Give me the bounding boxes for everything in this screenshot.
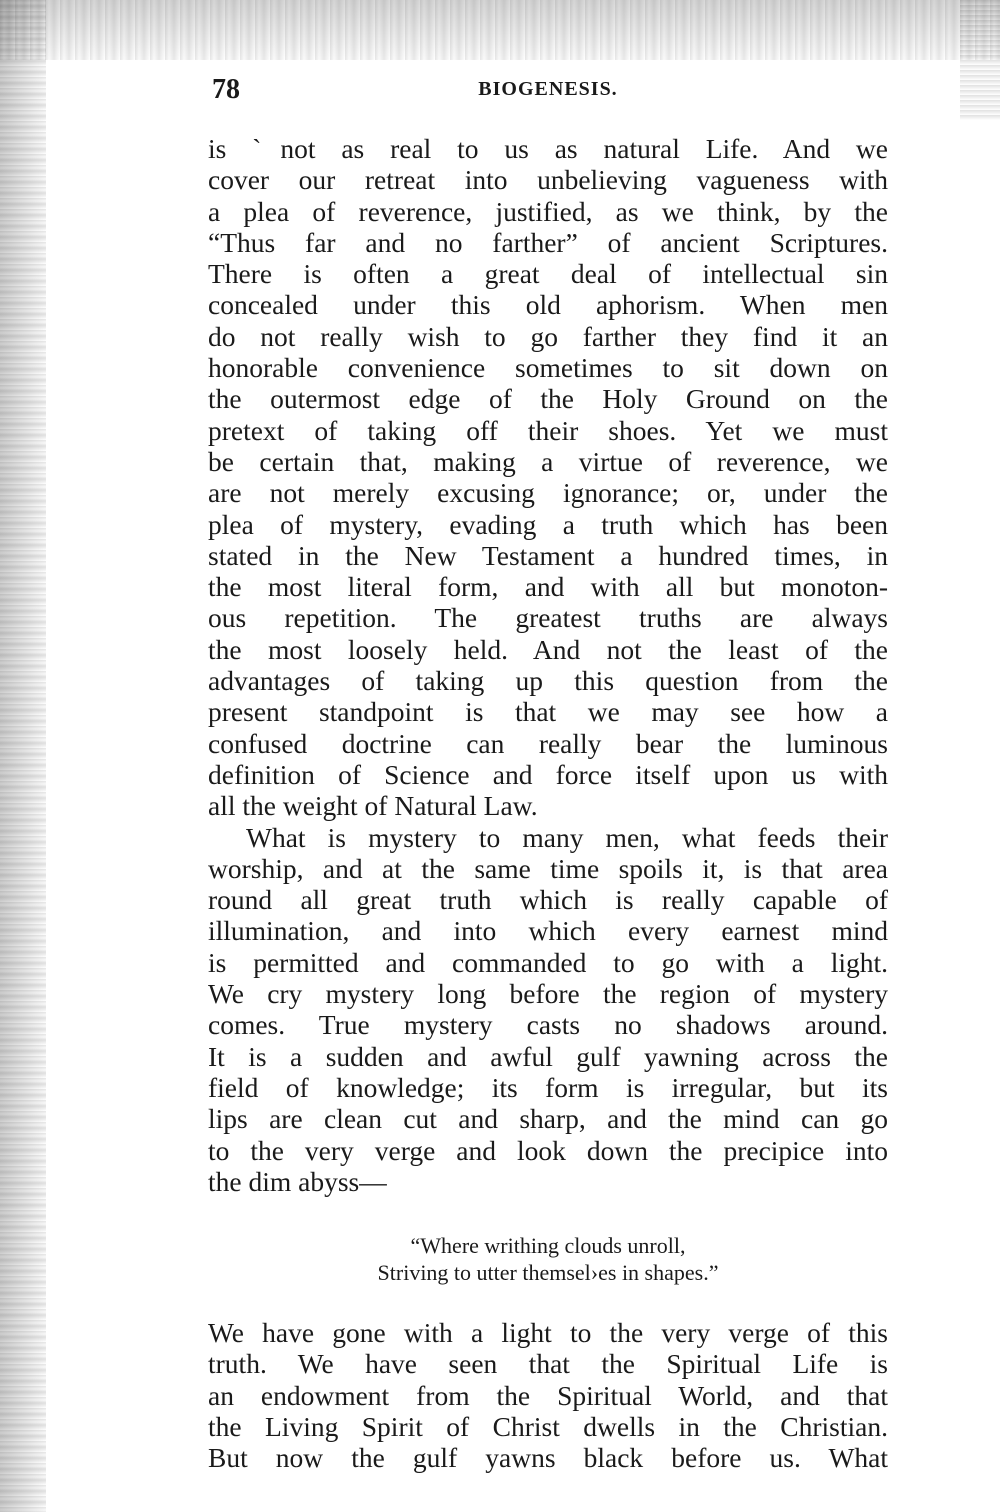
text-line: is permitted and commanded to go with a light. <box>208 946 888 978</box>
text-line: We have gone with a light to the very verge of this <box>208 1317 888 1348</box>
text-line: pretext of taking off their shoes. Yet we must <box>208 414 888 446</box>
text-line: worship, and at the same time spoils it, is that area <box>208 852 888 884</box>
text-line: cover our retreat into unbelieving vagueness with <box>208 164 888 196</box>
text-line: the Living Spirit of Christ dwells in the Christian. <box>208 1410 888 1442</box>
text-line: the outermost edge of the Holy Ground on the <box>208 383 888 415</box>
text-line: comes. True mystery casts no shadows around. <box>208 1009 888 1041</box>
text-line: truth. We have seen that the Spiritual Life is <box>208 1348 888 1380</box>
text-line: honorable convenience sometimes to sit down on <box>208 352 888 384</box>
text-line: an endowment from the Spiritual World, and that <box>208 1379 888 1411</box>
text-line: We cry mystery long before the region of mystery <box>208 978 888 1010</box>
text-line: the most literal form, and with all but monoton- <box>208 571 888 603</box>
body-text <box>208 133 888 1197</box>
quote-line: “Where writhing clouds unroll, <box>410 1233 686 1258</box>
text-line: to the very verge and look down the precipice into <box>208 1134 888 1166</box>
text-line: plea of mystery, evading a truth which has been <box>208 508 888 540</box>
text-line: a plea of reverence, justified, as we think, by the <box>208 195 888 227</box>
running-head: BIOGENESIS. <box>478 78 618 100</box>
page-number: 78 <box>212 74 240 105</box>
text-line: do not really wish to go farther they find it an <box>208 320 888 352</box>
text-line: stated in the New Testament a hundred times, in <box>208 539 888 571</box>
text-line: definition of Science and force itself upon us with <box>208 758 888 790</box>
page-header <box>208 70 888 110</box>
text-line: “Thus far and no farther” of ancient Scriptures. <box>208 226 888 258</box>
paragraph-2 <box>208 822 888 1198</box>
text-line: What is mystery to many men, what feeds their <box>246 821 888 853</box>
text-line: the dim abyss— <box>208 1165 387 1197</box>
text-line: are not merely excusing ignorance; or, under the <box>208 477 888 509</box>
quote-line: Striving to utter themsel›es in shapes.” <box>377 1260 719 1285</box>
text-line: is ˋnot as real to us as natural Life. And we <box>208 133 888 164</box>
scan-corner-right <box>960 0 1000 120</box>
scan-edge-top <box>0 0 1000 60</box>
text-line: lips are clean cut and sharp, and the mind can go <box>208 1103 888 1135</box>
text-line: be certain that, making a virtue of reverence, we <box>208 445 888 477</box>
text-line: concealed under this old aphorism. When men <box>208 289 888 321</box>
text-line: the most loosely held. And not the least of the <box>208 633 888 665</box>
text-line: There is often a great deal of intellectual sin <box>208 258 888 290</box>
text-line: all the weight of Natural Law. <box>208 790 538 822</box>
paragraph-3 <box>208 1317 888 1473</box>
text-line: field of knowledge; its form is irregular, but its <box>208 1071 888 1103</box>
paragraph-1 <box>208 133 888 822</box>
verse-quote <box>208 1232 888 1286</box>
text-line: round all great truth which is really capable of <box>208 884 888 916</box>
text-line: present standpoint is that we may see how a <box>208 696 888 728</box>
text-line: It is a sudden and awful gulf yawning across the <box>208 1040 888 1072</box>
text-line: But now the gulf yawns black before us. What <box>208 1442 888 1474</box>
text-line: illumination, and into which every earnest mind <box>208 915 888 947</box>
text-line: confused doctrine can really bear the luminous <box>208 727 888 759</box>
text-line: ous repetition. The greatest truths are always <box>208 602 888 634</box>
text-line: advantages of taking up this question from the <box>208 665 888 697</box>
scan-edge-left <box>0 0 46 1512</box>
